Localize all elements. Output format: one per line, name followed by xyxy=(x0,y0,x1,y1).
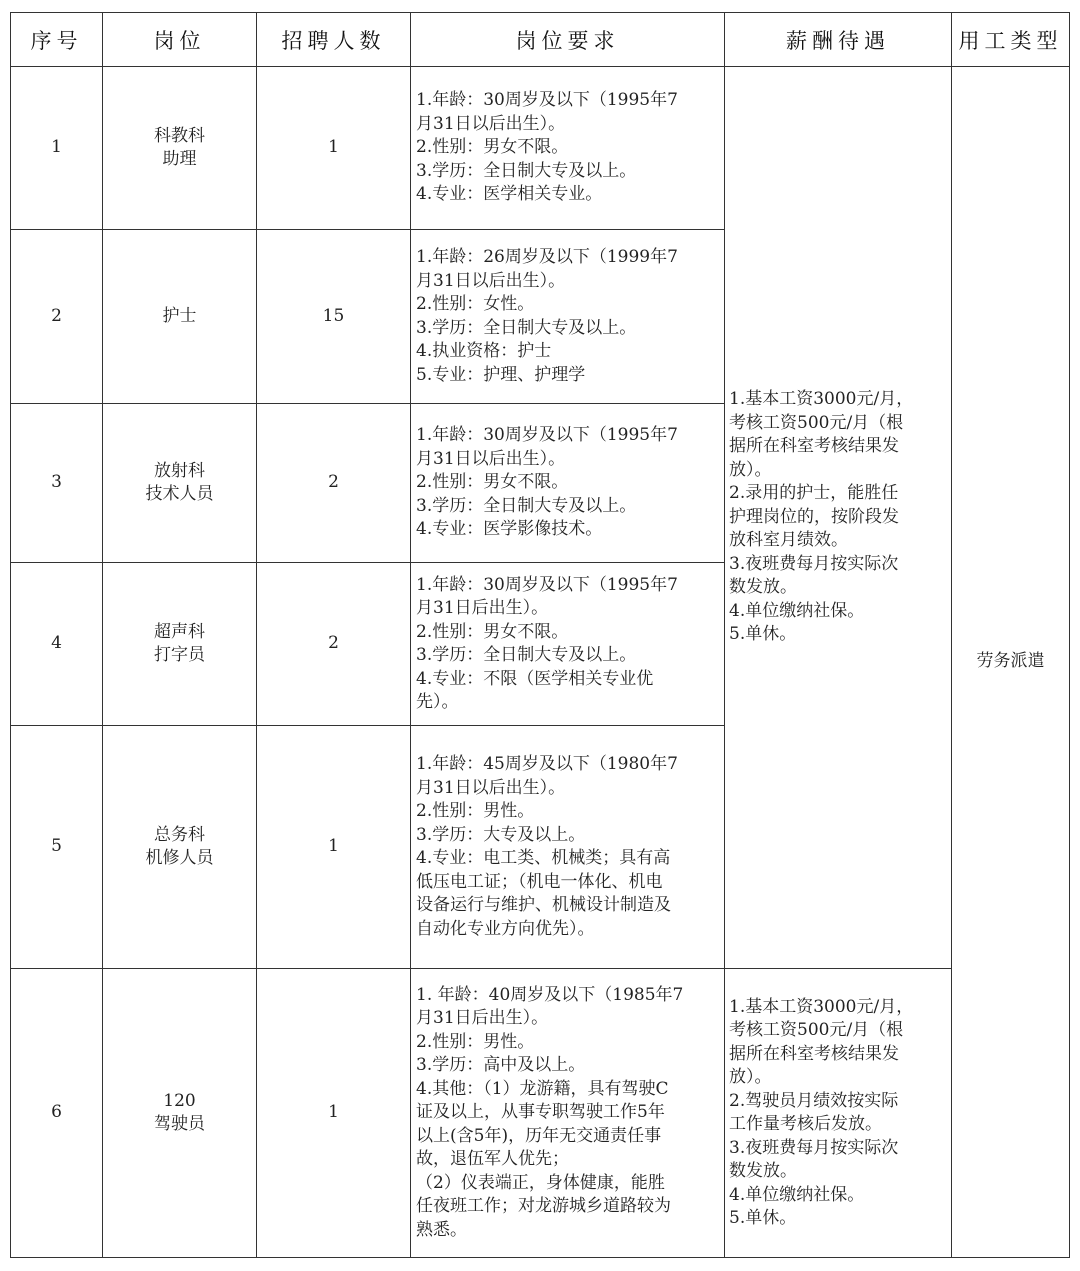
requirement-line: 自动化专业方向优先）。 xyxy=(416,918,595,939)
salary-line: 工作量考核后发放。 xyxy=(729,1114,882,1134)
table-row xyxy=(11,969,1070,1258)
employment-type-cell: 劳务派遣 xyxy=(952,67,1070,1258)
position-name xyxy=(103,969,257,1258)
requirement-line: 2.性别：男女不限。 xyxy=(416,472,569,493)
requirement-line: 证及以上，从事专职驾驶工作5年 xyxy=(416,1102,665,1123)
requirement-line: 3.学历：全日制大专及以上。 xyxy=(416,495,637,516)
salary-line: 放）。 xyxy=(729,1067,772,1087)
salary-line: 1.基本工资3000元/月， xyxy=(729,389,914,410)
requirement-line: 2.性别：男女不限。 xyxy=(416,137,569,158)
requirement-line: 4.其他：（1）龙游籍，具有驾驶C xyxy=(416,1078,669,1099)
hire-count: 15 xyxy=(257,230,411,404)
requirement-line: （2）仪表端正，身体健康，能胜 xyxy=(416,1172,665,1193)
requirement-line: 3.学历：全日制大专及以上。 xyxy=(416,317,637,338)
requirement-line: 故，退伍军人优先； xyxy=(416,1149,569,1170)
requirement-line: 设备运行与维护、机械设计制造及 xyxy=(416,895,671,915)
requirement-line: 熟悉。 xyxy=(416,1219,467,1240)
row-number: 1 xyxy=(11,67,103,230)
hire-count: 2 xyxy=(257,404,411,563)
requirement-line: 1.年龄：30周岁及以下（1995年7 xyxy=(416,425,678,446)
requirement-line: 1.年龄：45周岁及以下（1980年7 xyxy=(416,754,678,774)
requirement-line: 3.学历：全日制大专及以上。 xyxy=(416,645,637,665)
requirement-line: 1. 年龄：40周岁及以下（1985年7 xyxy=(416,984,684,1005)
requirements-cell xyxy=(411,969,725,1258)
recruitment-table xyxy=(10,12,1070,1258)
position-line: 机修人员 xyxy=(145,848,214,868)
requirements-cell xyxy=(411,404,725,563)
requirement-line: 2.性别：男女不限。 xyxy=(416,621,569,642)
position-name xyxy=(103,404,257,563)
requirement-line: 4.专业：医学影像技术。 xyxy=(416,519,603,540)
position-line: 超声科 xyxy=(154,621,205,642)
header-salary: 薪酬待遇 xyxy=(725,13,952,67)
position-line: 护士 xyxy=(162,305,197,326)
header-count: 招聘人数 xyxy=(257,13,411,67)
header-requirements: 岗位要求 xyxy=(411,13,725,67)
salary-line: 数发放。 xyxy=(729,577,797,598)
requirement-line: 4.专业：不限（医学相关专业优 xyxy=(416,668,654,689)
salary-line: 考核工资500元/月（根 xyxy=(729,412,904,433)
requirement-line: 月31日后出生）。 xyxy=(416,598,549,618)
requirements-cell xyxy=(411,563,725,726)
row-number: 3 xyxy=(11,404,103,563)
requirement-line: 5.专业：护理、护理学 xyxy=(416,364,586,385)
requirement-line: 1.年龄：30周岁及以下（1995年7 xyxy=(416,90,678,111)
requirement-line: 先）。 xyxy=(416,692,459,712)
salary-line: 4.单位缴纳社保。 xyxy=(729,600,865,621)
salary-line: 据所在科室考核结果发 xyxy=(729,1043,899,1064)
header-position: 岗位 xyxy=(103,13,257,67)
requirement-line: 1.年龄：26周岁及以下（1999年7 xyxy=(416,247,678,267)
requirement-line: 3.学历：高中及以上。 xyxy=(416,1055,586,1076)
position-line: 打字员 xyxy=(154,645,205,665)
requirement-line: 月31日以后出生）。 xyxy=(416,448,566,469)
salary-line: 考核工资500元/月（根 xyxy=(729,1020,904,1040)
requirement-line: 4.专业：电工类、机械类；具有高 xyxy=(416,848,671,868)
position-line: 放射科 xyxy=(154,460,205,481)
salary-line: 1.基本工资3000元/月， xyxy=(729,996,914,1017)
salary-line: 护理岗位的，按阶段发 xyxy=(729,506,899,527)
requirement-line: 3.学历：大专及以上。 xyxy=(416,824,586,845)
requirement-line: 月31日以后出生）。 xyxy=(416,777,566,798)
requirement-line: 低压电工证；（机电一体化、机电 xyxy=(416,871,663,892)
requirement-line: 4.专业：医学相关专业。 xyxy=(416,184,603,205)
header-type: 用工类型 xyxy=(952,13,1070,67)
requirements-cell xyxy=(411,67,725,230)
requirement-line: 2.性别：女性。 xyxy=(416,294,535,314)
row-number: 4 xyxy=(11,563,103,726)
position-name xyxy=(103,67,257,230)
position-name xyxy=(103,230,257,404)
requirement-line: 2.性别：男性。 xyxy=(416,801,535,821)
hire-count: 1 xyxy=(257,726,411,969)
salary-cell-group-1 xyxy=(725,67,952,969)
position-line: 科教科 xyxy=(154,125,205,146)
hire-count: 1 xyxy=(257,67,411,230)
requirements-cell xyxy=(411,726,725,969)
position-line: 助理 xyxy=(162,149,197,169)
salary-line: 5.单休。 xyxy=(729,1208,797,1228)
position-name xyxy=(103,726,257,969)
position-line: 120 xyxy=(163,1090,196,1111)
position-line: 总务科 xyxy=(154,824,205,845)
table-row xyxy=(11,67,1070,230)
header-row xyxy=(11,13,1070,67)
requirement-line: 月31日以后出生）。 xyxy=(416,270,566,291)
header-no: 序号 xyxy=(11,13,103,67)
row-number: 2 xyxy=(11,230,103,404)
salary-line: 3.夜班费每月按实际次 xyxy=(729,553,899,574)
salary-line: 5.单休。 xyxy=(729,624,797,645)
requirement-line: 任夜班工作；对龙游城乡道路较为 xyxy=(416,1196,671,1217)
requirement-line: 4.执业资格：护士 xyxy=(416,341,552,361)
salary-line: 4.单位缴纳社保。 xyxy=(729,1184,865,1205)
salary-line: 据所在科室考核结果发 xyxy=(729,436,899,457)
salary-line: 2.录用的护士，能胜任 xyxy=(729,483,899,504)
requirement-line: 1.年龄：30周岁及以下（1995年7 xyxy=(416,574,678,595)
requirement-line: 以上(含5年)，历年无交通责任事 xyxy=(416,1125,662,1146)
requirement-line: 月31日以后出生）。 xyxy=(416,113,566,134)
salary-line: 3.夜班费每月按实际次 xyxy=(729,1137,899,1158)
requirement-line: 3.学历：全日制大专及以上。 xyxy=(416,160,637,181)
hire-count: 2 xyxy=(257,563,411,726)
position-name xyxy=(103,563,257,726)
salary-cell-group-2 xyxy=(725,969,952,1258)
requirement-line: 2.性别：男性。 xyxy=(416,1031,535,1052)
row-number: 6 xyxy=(11,969,103,1258)
requirement-line: 月31日后出生）。 xyxy=(416,1008,549,1029)
position-line: 技术人员 xyxy=(145,484,214,504)
salary-line: 2.驾驶员月绩效按实际 xyxy=(729,1090,899,1111)
requirements-cell xyxy=(411,230,725,404)
salary-line: 数发放。 xyxy=(729,1161,797,1181)
salary-line: 放）。 xyxy=(729,459,772,480)
hire-count: 1 xyxy=(257,969,411,1258)
row-number: 5 xyxy=(11,726,103,969)
position-line: 驾驶员 xyxy=(154,1114,205,1134)
salary-line: 放科室月绩效。 xyxy=(729,530,848,551)
